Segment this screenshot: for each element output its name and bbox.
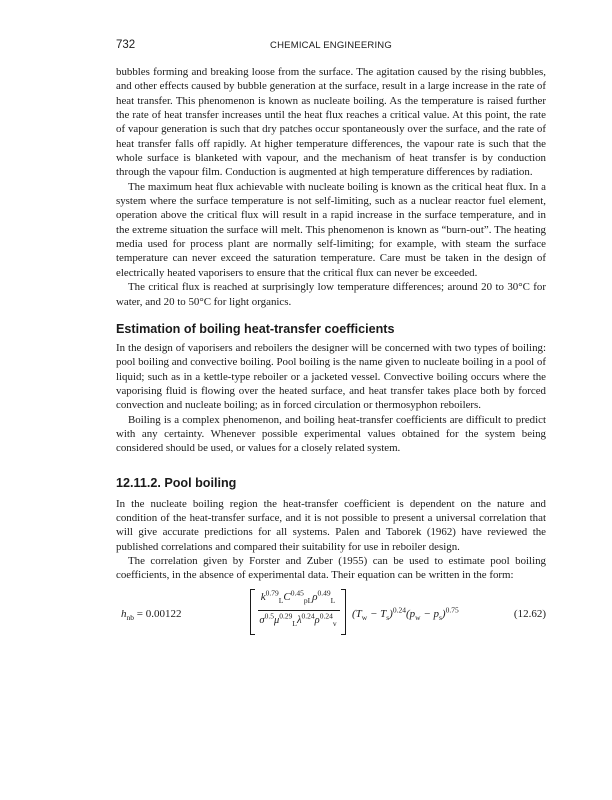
equation-lhs <box>121 607 181 621</box>
equation-12-62 <box>116 587 546 645</box>
page-number: 732 <box>116 39 136 51</box>
equation-lhs-symbol: h <box>121 607 127 620</box>
paragraph-complex-phenomenon: Boiling is a complex phenomenon, and boiling heat-transfer coefficients are difficult to predict with any certainty. Whenever possible experimental values obtained for the system being considered should be used, or values for a closely related system. <box>116 413 546 455</box>
paragraph-critical-flux-temperature: The critical flux is reached at surprisingly low temperature differences; around 20 to 30°C for water, and 20 to 50°C for light organics. <box>116 281 546 308</box>
paragraph-nucleate-region: In the nucleate boiling region the heat-transfer coefficient is dependent on the nature and condition of the heat-transfer surface, and it is not possible to present a universal correlation that will give accurate predictions for all systems. Palen and Taborek (1962) have reviewed the published correlations and compared their suitability for use in reboiler design. <box>116 497 546 553</box>
paragraph-forster-zuber: The correlation given by Forster and Zuber (1955) can be used to estimate pool boiling coefficients, in the absence of experimental data. Their equation can be written in the form: <box>116 554 546 582</box>
equation-bracket-right <box>341 589 346 635</box>
running-title: CHEMICAL ENGINEERING <box>270 40 392 51</box>
equation-rhs: $(T_w - T_s)^{0.24}(p_w - p_s)^{0.75}$ <box>352 605 459 622</box>
equation-lhs-coefficient: = 0.00122 <box>134 607 182 620</box>
running-head <box>116 39 546 55</box>
paragraph-critical-heat-flux: The maximum heat flux achievable with nucleate boiling is known as the critical heat flux. In a system where the surface temperature is not self-limiting, such as a nuclear reactor fuel element, operation above the critical flux will result in a rapid increase in the surface temperature, and in the extreme situation the surface will melt. This phenomenon is known as “burn-out”. The heating media used for process plant are normally self-limiting; for example, with steam the surface temperature can never exceed the saturation temperature. Care must be taken in the design of electrically heated vaporisers to ensure that the critical flux can never be exceeded. <box>116 180 546 279</box>
equation-numerator: $k^{0.79}_LC^{0.45}_{pL}\rho^{0.49}_L$ <box>260 588 336 605</box>
equation-bracket-left <box>250 589 255 635</box>
heading-pool-boiling: 12.11.2. Pool boiling <box>116 475 237 490</box>
equation-label: (12.62) <box>513 607 546 620</box>
heading-estimation: Estimation of boiling heat-transfer coefficients <box>116 321 395 336</box>
equation-lhs-subscript: nb <box>126 612 134 622</box>
body-text <box>116 65 546 645</box>
paragraph-boiling-types: In the design of vaporisers and reboilers the designer will be concerned with two types of boiling: pool boiling and convective boiling. Pool boiling is the name given to nucleate boiling in a pool of liquid; such as in a kettle-type reboiler or a jacketed vessel. Convective boiling occurs where the vaporising fluid is flowing over the heated surface, and heat transfer takes place both by forced convection and nucleate boiling; as in forced circulation or thermosyphon reboilers. <box>116 341 546 412</box>
equation-denominator: $\sigma^{0.5}\mu^{0.29}_L\lambda^{0.24}\rho^{0.24}_v$ <box>259 611 337 628</box>
paragraph-nucleate-boiling: bubbles forming and breaking loose from the surface. The agitation caused by the rising bubbles, and other effects caused by bubble generation at the surface, result in a large increase in the rate of heat transfer. This phenomenon is known as nucleate boiling. As the temperature is raised further the rate of heat transfer increases until the heat flux reaches a critical value. At this point, the rate of vapour generation is such that dry patches occur spontaneously over the surface, and the rate of heat transfer falls off rapidly. At higher temperature differences, the vapour rate is such that the whole surface is blanketed with vapour, and the mechanism of heat transfer is by conduction through the vapour film. Conduction is augmented at high temperature differences by radiation. <box>116 66 546 179</box>
